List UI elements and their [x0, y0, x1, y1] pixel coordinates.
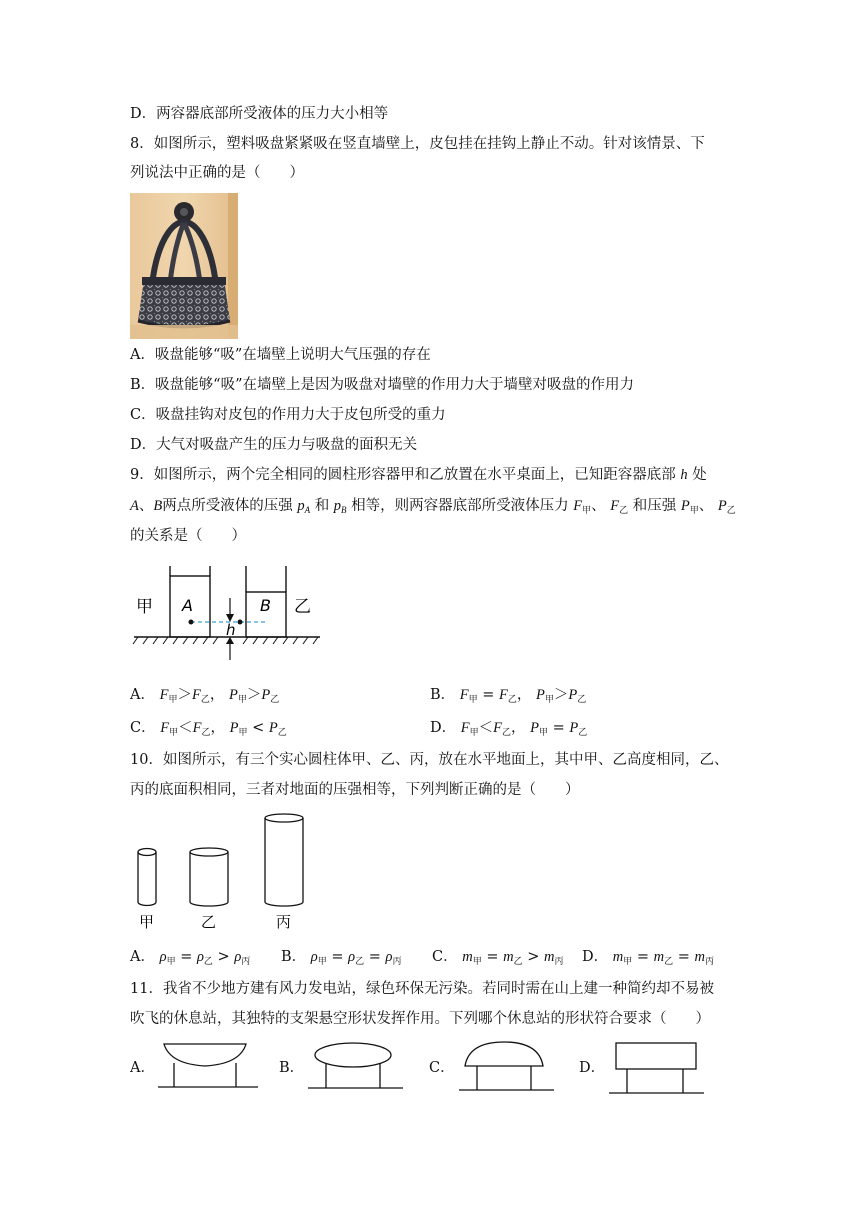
q8-stem-line1: 8．如图所示，塑料吸盘紧紧吸在竖直墙壁上，皮包挂在挂钩上静止不动。针对该情景、下 [130, 136, 705, 152]
q9-option-a: A． $F_甲>F_乙$， $P_甲>P_乙$ [130, 687, 280, 705]
svg-text:甲: 甲 [139, 913, 155, 931]
q10-option-a: A． $\rho_甲 = \rho_乙 > \rho_丙$ [130, 949, 251, 967]
svg-text:丙: 丙 [276, 913, 292, 931]
q10-stem-line2: 丙的底面积相同，三者对地面的压强相等，下列判断正确的是（ ） [130, 782, 580, 798]
q11-option-b-label: B． [279, 1060, 305, 1076]
q9-option-c: C． $F_甲<F_乙$， $P_甲 < P_乙$ [130, 720, 287, 738]
q9-container-figure [130, 560, 330, 670]
q11-stem-line2: 吹飞的休息站，其独特的支架悬空形状发挥作用。下列哪个休息站的形状符合要求（ ） [130, 1011, 710, 1027]
q11-shape-d [609, 1040, 709, 1095]
q11-option-d-label: D． [579, 1060, 606, 1076]
q8-option-d: D．大气对吸盘产生的压力与吸盘的面积无关 [130, 437, 418, 453]
svg-text:甲: 甲 [136, 597, 153, 617]
q11-shape-a [158, 1040, 263, 1090]
q11-option-c-label: C． [429, 1060, 455, 1076]
q8-stem-line2: 列说法中正确的是（ ） [130, 165, 304, 181]
q8-option-a: A．吸盘能够“吸”在墙壁上说明大气压强的存在 [130, 347, 431, 363]
q7-option-d: D．两容器底部所受液体的压力大小相等 [130, 106, 389, 122]
q9-option-b: B． $F_甲 = F_乙$， $P_甲>P_乙$ [430, 687, 587, 705]
q10-option-b: B． $\rho_甲 = \rho_乙 = \rho_丙$ [281, 949, 402, 967]
q11-shape-b [308, 1040, 408, 1090]
q9-option-d: D． $F_甲<F_乙$， $P_甲 = P_乙$ [430, 720, 588, 738]
svg-text:A: A [182, 596, 193, 615]
q11-stem-line1: 11．我省不少地方建有风力发电站，绿色环保无污染。若同时需在山上建一种简约却不易被 [130, 981, 714, 997]
q10-stem-line1: 10．如图所示，有三个实心圆柱体甲、乙、丙，放在水平地面上，其中甲、乙高度相同，乙、 [130, 752, 729, 768]
handbag-photo [130, 193, 238, 339]
q8-option-c: C．吸盘挂钩对皮包的作用力大于皮包所受的重力 [130, 407, 446, 423]
q9-stem-line2: A、B两点所受液体的压强 $p_A$ 和 $p_B$ 相等，则两容器底部所受液体压力 $F_甲$、 $F_乙$ 和压强 $P_甲$、 $P_乙$ [130, 498, 736, 516]
q8-option-b: B．吸盘能够“吸”在墙壁上是因为吸盘对墙壁的作用力大于墙壁对吸盘的作用力 [130, 377, 634, 393]
svg-text:h: h [226, 621, 236, 639]
svg-text:乙: 乙 [201, 913, 217, 931]
q9-stem-line1: 9．如图所示，两个完全相同的圆柱形容器甲和乙放置在水平桌面上，已知距容器底部 h 处 [130, 467, 707, 483]
svg-text:乙: 乙 [294, 597, 311, 617]
svg-text:B: B [260, 596, 271, 615]
q9-stem-line3: 的关系是（ ） [130, 528, 246, 544]
q10-option-d: D． $m_甲 = m_乙 = m_丙$ [582, 949, 714, 967]
q10-cylinders-figure [130, 812, 320, 937]
q11-option-a-label: A． [130, 1060, 155, 1076]
q10-option-c: C． $m_甲 = m_乙 > m_丙$ [432, 949, 564, 967]
q11-shape-c [459, 1040, 559, 1090]
